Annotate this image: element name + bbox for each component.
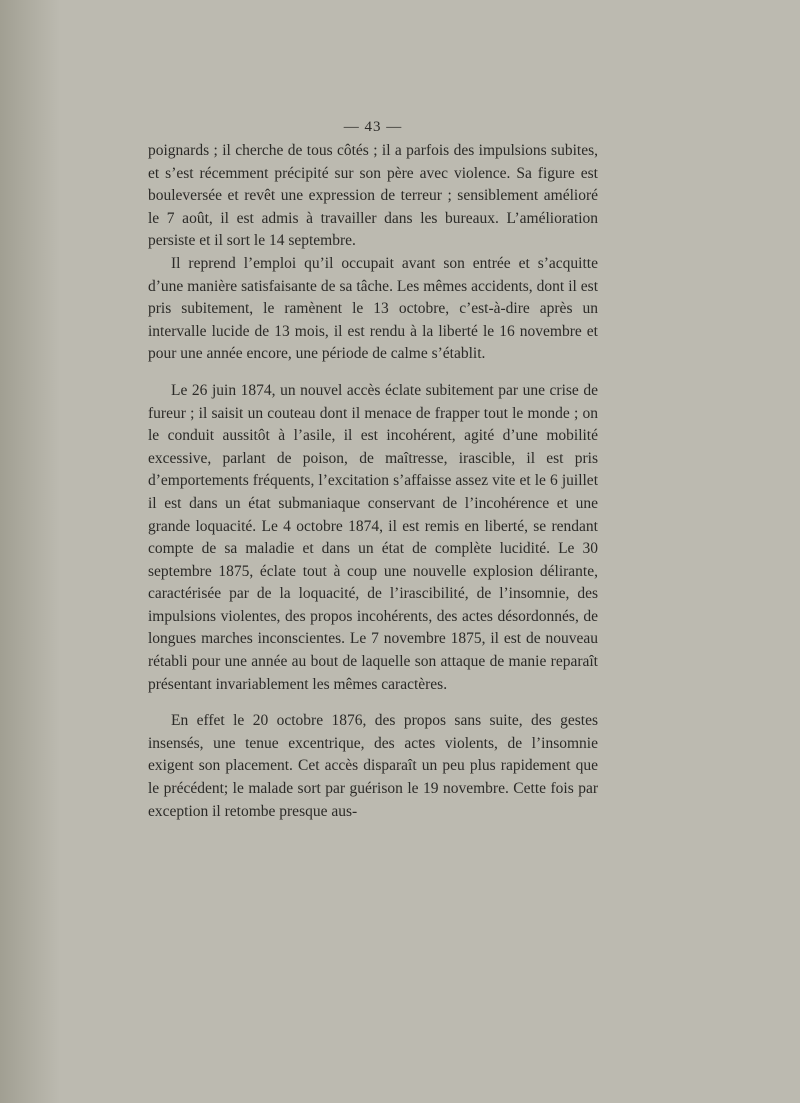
page-number: — 43 — xyxy=(343,119,403,135)
paragraph-gap xyxy=(148,366,598,380)
binding-shadow xyxy=(0,0,60,1103)
paragraph-2: Il reprend l’emploi qu’il occupait avant son entrée et s’acquitte d’une manière satisfaisante de sa tâche. Les mêmes accidents, dont il est pris subitement, le ramènent le 13 octobre, c’est-à-dire après un intervalle lucide de 13 mois, il est rendu à la liberté le 16 novembre et pour une année encore, une période de calme s’établit. xyxy=(148,254,598,363)
paragraph-1: poignards ; il cherche de tous côtés ; il a parfois des impulsions subites, et s’est récemment précipité sur son père avec violence. Sa figure est bouleversée et revêt une expression de terreur ; sensiblement amélioré le 7 août, il est admis à travailler dans les bureaux. L’amélioration persiste et il sort le 14 septembre. xyxy=(148,142,598,250)
paragraph-4: En effet le 20 octobre 1876, des propos sans suite, des gestes insensés, une tenue excentrique, des actes violents, de l’insomnie exigent son placement. Cet accès disparaît un peu plus rapidement que le précédent; le malade sort par guérison le 19 novembre. Cette fois par exception il retombe presque aus- xyxy=(148,712,598,820)
page-text-block xyxy=(148,116,598,823)
paragraph-3: Le 26 juin 1874, un nouvel accès éclate subitement par une crise de fureur ; il saisit un couteau dont il menace de frapper tout le monde ; on le conduit aussitôt à l’asile, il est incohérent, agité d’une mobilité excessive, parlant de poison, de maîtresse, irascible, il est pris d’emportements fréquents, l’excitation s’affaisse assez vite et le 6 juillet il est dans un état submaniaque conservant de l’incohérence et une grande loquacité. Le 4 octobre 1874, il est remis en liberté, se rendant compte de sa maladie et dans un état de complète lucidité. Le 30 septembre 1875, éclate tout à coup une nouvelle explosion délirante, caractérisée par de la loquacité, de l’irascibilité, de l’insomnie, des impulsions violentes, des propos incohérents, des actes désordonnés, de longues marches inconscientes. Le 7 novembre 1875, il est de nouveau rétabli pour une année au bout de laquelle son attaque de manie reparaît présentant invariablement les mêmes caractères. xyxy=(148,381,598,693)
paragraph-gap xyxy=(148,696,598,710)
